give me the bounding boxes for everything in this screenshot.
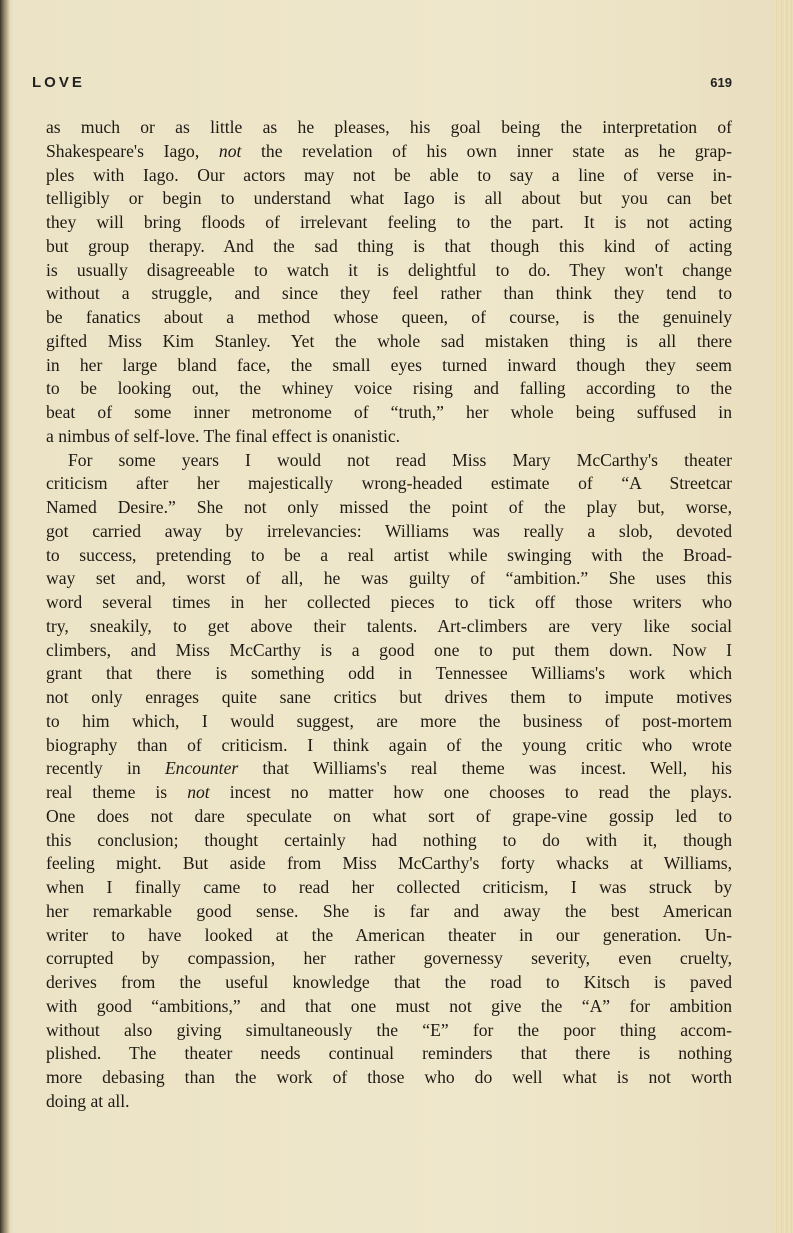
- page-number: 619: [710, 75, 732, 90]
- text-line: writer to have looked at the American theater in our generation. Un-: [46, 924, 732, 945]
- text-line: is usually disagreeable to watch it is delightful to do. They won't change: [46, 259, 732, 280]
- text-line: doing at all.: [46, 1090, 130, 1111]
- text-line: word several times in her collected pieces to tick off those writers who: [46, 592, 732, 612]
- text-line: biography than of criticism. I think again of the young critic who wrote: [46, 734, 732, 755]
- text-line: without also giving simultaneously the “E” for the poor thing accom-: [46, 1019, 732, 1040]
- text-line: way set and, worst of all, he was guilty of “ambition.” She uses this: [46, 568, 732, 589]
- text-line: be fanatics about a method whose queen, of course, is the genuinely: [46, 307, 732, 327]
- text-line: this conclusion; thought certainly had nothing to do with it, though: [46, 829, 732, 850]
- text-line: to success, pretending to be a real artist while swinging with the Broad-: [46, 544, 732, 565]
- italic-emphasis: not: [187, 782, 210, 802]
- text-line: derives from the useful knowledge that the road to Kitsch is paved: [46, 972, 732, 992]
- gutter-shadow: [0, 0, 10, 1233]
- text-line: as much or as little as he pleases, his goal being the interpretation of: [46, 117, 732, 137]
- text-line: in her large bland face, the small eyes turned inward though they seem: [46, 354, 732, 375]
- text-line: One does not dare speculate on what sort of grape-vine gossip led to: [46, 805, 732, 826]
- page-edge: [773, 0, 793, 1233]
- body-text: [46, 116, 732, 1114]
- text-line: to be looking out, the whiney voice rising and falling according to the: [46, 378, 732, 399]
- text-line: with good “ambitions,” and that one must not give the “A” for ambition: [46, 995, 732, 1016]
- text-line: criticism after her majestically wrong-headed estimate of “A Streetcar: [46, 473, 732, 494]
- paragraph-2: [46, 449, 732, 1114]
- italic-emphasis: Encounter: [164, 758, 239, 779]
- text-line: a nimbus of self-love. The final effect is onanistic.: [46, 425, 401, 446]
- text-line: For some years I would not read Miss Mary McCarthy's theater: [68, 449, 732, 470]
- text-line: plished. The theater needs continual reminders that there is nothing: [46, 1043, 732, 1064]
- text-line: not only enrages quite sane critics but drives them to impute motives: [46, 687, 732, 707]
- text-line: Shakespeare's Iago, not the revelation of his own inner state as he grap-: [46, 140, 732, 161]
- paragraph-1: [46, 116, 732, 449]
- text-line: they will bring floods of irrelevant feeling to the part. It is not acting: [46, 212, 732, 232]
- text-line: real theme is not incest no matter how one chooses to read the plays.: [46, 782, 732, 802]
- text-line: more debasing than the work of those who do well what is not worth: [46, 1067, 732, 1087]
- text-line: climbers, and Miss McCarthy is a good one to put them down. Now I: [46, 639, 732, 660]
- text-line: ples with Iago. Our actors may not be able to say a line of verse in-: [46, 164, 732, 185]
- text-line: when I finally came to read her collected criticism, I was struck by: [46, 877, 732, 897]
- text-line: beat of some inner metronome of “truth,” her whole being suffused in: [46, 402, 732, 422]
- text-line: to him which, I would suggest, are more the business of post-mortem: [46, 710, 732, 731]
- text-line: telligibly or begin to understand what Iago is all about but you can bet: [46, 188, 732, 209]
- italic-emphasis: not: [218, 140, 242, 161]
- text-line: try, sneakily, to get above their talents. Art-climbers are very like social: [46, 615, 732, 636]
- text-line: but group therapy. And the sad thing is that though this kind of acting: [46, 235, 732, 256]
- page-header: [32, 74, 732, 100]
- text-line: gifted Miss Kim Stanley. Yet the whole sad mistaken thing is all there: [46, 330, 732, 351]
- text-line: without a struggle, and since they feel rather than think they tend to: [46, 283, 732, 304]
- text-line: her remarkable good sense. She is far and away the best American: [46, 900, 732, 921]
- text-line: grant that there is something odd in Tennessee Williams's work which: [46, 663, 732, 684]
- text-line: got carried away by irrelevancies: Williams was really a slob, devoted: [46, 520, 732, 541]
- text-line: Named Desire.” She not only missed the point of the play but, worse,: [46, 497, 732, 517]
- text-line: corrupted by compassion, her rather governessy severity, even cruelty,: [46, 948, 732, 969]
- text-line: feeling might. But aside from Miss McCarthy's forty whacks at Williams,: [46, 853, 732, 874]
- text-line: recently in Encounter that Williams's real theme was incest. Well, his: [46, 758, 733, 779]
- running-head: LOVE: [32, 74, 85, 91]
